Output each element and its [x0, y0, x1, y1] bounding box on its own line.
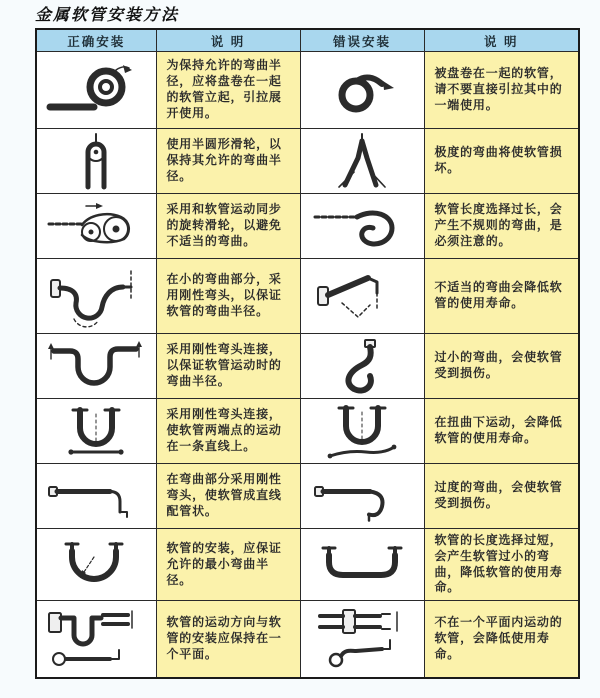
table-row: [36, 601, 579, 678]
wrong-image-cell: [300, 601, 424, 678]
hose-correct-sync-pulleys-illustration: [44, 197, 148, 255]
table-row: [36, 334, 579, 399]
page-title: 金属软管安装方法: [35, 7, 180, 24]
hose-correct-same-plane-illustration: [44, 605, 148, 673]
hose-correct-straight-piping-illustration: [44, 467, 148, 525]
table-row: [36, 129, 579, 194]
wrong-description: 过小的弯曲，会使软管受到损伤。: [424, 334, 579, 399]
hose-wrong-pulled-coil-illustration: [310, 59, 414, 121]
wrong-image-cell: [300, 129, 424, 194]
header-correct-install: 正确安装: [36, 29, 156, 52]
wrong-description: 软管长度选择过长，会产生不规则的弯曲，是必须注意的。: [424, 194, 579, 259]
hose-wrong-overbend-end-illustration: [310, 467, 414, 525]
wrong-description: 不在一个平面内运动的软管，会降低使用寿命。: [424, 601, 579, 678]
hose-correct-elbow-u-illustration: [44, 337, 148, 395]
wrong-description: 不适当的弯曲会降低软管的使用寿命。: [424, 259, 579, 334]
wrong-image-cell: [300, 334, 424, 399]
hose-wrong-improper-bend-illustration: [310, 263, 414, 329]
correct-description: 使用半圆形滑轮，以保持其允许的弯曲半径。: [156, 129, 300, 194]
hose-correct-stand-coil-illustration: [44, 59, 148, 121]
correct-image-cell: [36, 464, 156, 529]
installation-guide-table: [35, 28, 580, 679]
correct-image-cell: [36, 529, 156, 601]
hose-wrong-too-short-illustration: [310, 534, 414, 596]
correct-image-cell: [36, 129, 156, 194]
table-row: [36, 529, 579, 601]
hose-wrong-out-of-plane-illustration: [310, 605, 414, 673]
correct-description: 在弯曲部分采用刚性弯头，使软管成直线配管状。: [156, 464, 300, 529]
wrong-image-cell: [300, 194, 424, 259]
correct-image-cell: [36, 399, 156, 464]
hose-wrong-twisted-illustration: [310, 402, 414, 460]
wrong-image-cell: [300, 464, 424, 529]
hose-correct-inline-ends-illustration: [44, 402, 148, 460]
hose-wrong-tight-hook-illustration: [310, 337, 414, 395]
table-row: [36, 464, 579, 529]
header-description-2: 说 明: [424, 29, 579, 52]
hose-wrong-sharp-fold-illustration: [310, 132, 414, 190]
correct-description: 采用刚性弯头连接，使软管两端点的运动在一条直线上。: [156, 399, 300, 464]
table-row: [36, 52, 579, 129]
correct-image-cell: [36, 259, 156, 334]
wrong-description: 被盘卷在一起的软管，请不要直接引拉其中的一端使用。: [424, 52, 579, 129]
correct-image-cell: [36, 52, 156, 129]
table-row: [36, 399, 579, 464]
wrong-image-cell: [300, 399, 424, 464]
correct-description: 采用和软管运动同步的旋转滑轮，以避免不适当的弯曲。: [156, 194, 300, 259]
hose-correct-rigid-elbow-curve-illustration: [44, 263, 148, 329]
correct-description: 采用刚性弯头连接，以保证软管运动时的弯曲半径。: [156, 334, 300, 399]
header-row: [36, 29, 579, 52]
header-wrong-install: 错误安装: [300, 29, 424, 52]
correct-image-cell: [36, 194, 156, 259]
correct-image-cell: [36, 601, 156, 678]
header-description-1: 说 明: [156, 29, 300, 52]
hose-correct-pulley-illustration: [44, 132, 148, 190]
table-row: [36, 259, 579, 334]
wrong-description: 软管的长度选择过短，会产生软管过小的弯曲，降低软管的使用寿命。: [424, 529, 579, 601]
correct-description: 为保持允许的弯曲半径，应将盘卷在一起的软管立起，引拉展开使用。: [156, 52, 300, 129]
correct-description: 软管的安装，应保证允许的最小弯曲半径。: [156, 529, 300, 601]
correct-image-cell: [36, 334, 156, 399]
hose-wrong-too-long-loop-illustration: [310, 197, 414, 255]
correct-description: 在小的弯曲部分，采用刚性弯头，以保证软管的弯曲半径。: [156, 259, 300, 334]
hose-correct-min-radius-illustration: [44, 534, 148, 596]
wrong-description: 过度的弯曲，会使软管受到损伤。: [424, 464, 579, 529]
wrong-image-cell: [300, 529, 424, 601]
wrong-description: 在扭曲下运动，会降低软管的使用寿命。: [424, 399, 579, 464]
correct-description: 软管的运动方向与软管的安装应保持在一个平面。: [156, 601, 300, 678]
table-row: [36, 194, 579, 259]
wrong-image-cell: [300, 259, 424, 334]
wrong-image-cell: [300, 52, 424, 129]
wrong-description: 极度的弯曲将使软管损坏。: [424, 129, 579, 194]
